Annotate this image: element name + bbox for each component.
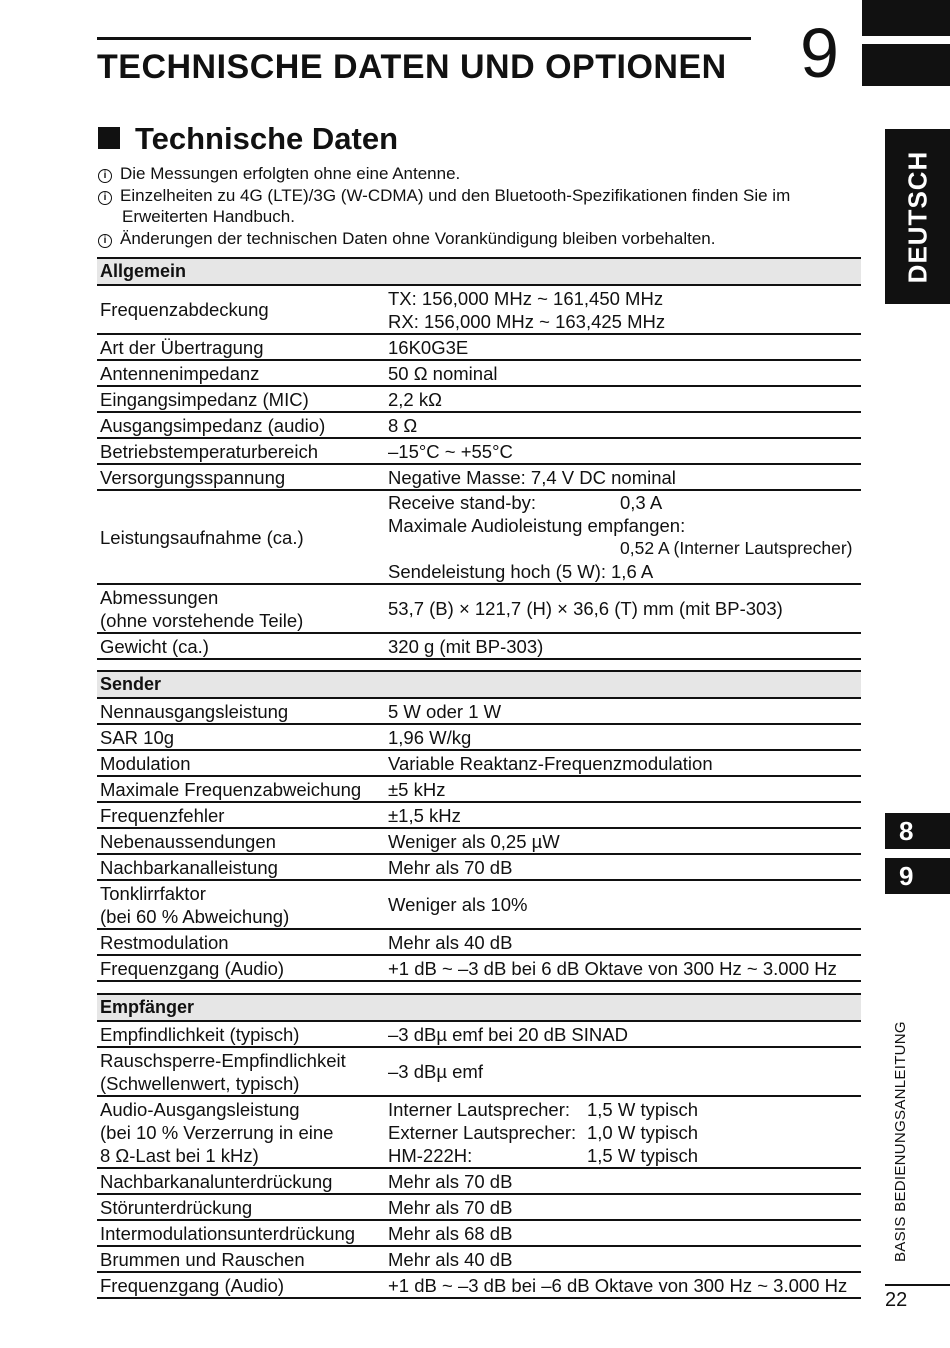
note-1 (98, 163, 460, 184)
info-icon: i (98, 169, 112, 183)
row-value: Mehr als 68 dB (388, 1222, 513, 1244)
row-label: (bei 60 % Abweichung) (100, 905, 290, 927)
row-label: Nachbarkanalunterdrückung (100, 1170, 333, 1192)
row-value: 0,52 A (Interner Lautsprecher) (620, 538, 853, 558)
manual-label: BASIS BEDIENUNGSANLEITUNG (892, 1021, 909, 1262)
row-value: 16K0G3E (388, 336, 469, 358)
table-row (97, 634, 861, 660)
table-row (97, 1247, 861, 1273)
row-label: Abmessungen (100, 586, 219, 608)
row-value: Maximale Audioleistung empfangen: (388, 515, 686, 536)
chapter-tab-8 (885, 813, 950, 849)
row-label: Betriebstemperaturbereich (100, 440, 318, 462)
section-bullet-icon (98, 127, 120, 149)
row-label: Frequenzgang (Audio) (100, 957, 285, 979)
row-value: –3 dBµ emf (388, 1061, 483, 1082)
row-value: 2,2 kΩ (388, 388, 442, 410)
table-row (97, 1221, 861, 1247)
row-label: Brummen und Rauschen (100, 1248, 305, 1270)
row-value: Receive stand-by: (388, 492, 537, 513)
table-row (97, 361, 861, 387)
chapter-tab-label: 9 (899, 861, 914, 891)
row-label: Versorgungsspannung (100, 466, 286, 488)
table-row (97, 335, 861, 361)
page-number-rule (885, 1284, 950, 1286)
table-row (97, 1169, 861, 1195)
row-label: Eingangsimpedanz (MIC) (100, 388, 309, 410)
row-label: Empfindlichkeit (typisch) (100, 1023, 300, 1045)
row-label: SAR 10g (100, 726, 175, 748)
note-text: Die Messungen erfolgten ohne eine Antenne. (120, 164, 461, 183)
language-tab-label: DEUTSCH (902, 150, 932, 283)
language-tab (885, 129, 950, 304)
row-value: RX: 156,000 MHz ~ 163,425 MHz (388, 310, 666, 332)
table-row (97, 1195, 861, 1221)
table-row (97, 1273, 861, 1299)
table-row (97, 286, 861, 335)
row-label: Leistungsaufnahme (ca.) (100, 526, 304, 548)
row-label: 8 Ω-Last bei 1 kHz) (100, 1144, 259, 1166)
row-label: Störunterdrückung (100, 1196, 253, 1218)
row-value: Mehr als 70 dB (388, 1170, 513, 1192)
chapter-tab-9 (885, 858, 950, 894)
row-label: Modulation (100, 752, 191, 774)
page-number: 22 (885, 1289, 908, 1311)
row-label: Rauschsperre-Empfindlichkeit (100, 1049, 346, 1071)
row-value: 320 g (mit BP-303) (388, 635, 544, 657)
row-value: Weniger als 0,25 µW (388, 830, 560, 852)
row-value: Weniger als 10% (388, 894, 528, 915)
info-icon: i (98, 234, 112, 248)
chapter-title: TECHNISCHE DATEN UND OPTIONEN (97, 48, 727, 86)
row-label: Frequenzabdeckung (100, 299, 269, 320)
table-row (97, 725, 861, 751)
chapter-tab-label: 8 (899, 816, 914, 846)
table-row (97, 1022, 861, 1048)
row-label: Gewicht (ca.) (100, 635, 209, 657)
chapter-marker-bar (862, 0, 950, 36)
row-value: HM-222H: (388, 1144, 473, 1166)
table-row (97, 699, 861, 725)
row-label: Antennenimpedanz (100, 362, 260, 384)
row-value: Sendeleistung hoch (5 W): (388, 561, 607, 582)
table-row (97, 465, 861, 491)
row-label: Art der Übertragung (100, 336, 264, 358)
table-row (97, 439, 861, 465)
row-label: Restmodulation (100, 931, 229, 953)
note-text-continued: Erweiterten Handbuch. (122, 207, 295, 226)
row-label: Audio-Ausgangsleistung (100, 1098, 300, 1120)
row-value: 1,5 W typisch (587, 1098, 699, 1120)
row-label: Ausgangsimpedanz (audio) (100, 414, 326, 436)
table-row (97, 1048, 861, 1097)
table-row (97, 1097, 861, 1169)
row-value: 0,3 A (620, 492, 663, 513)
table-heading: Empfänger (97, 993, 861, 1022)
row-value: +1 dB ~ –3 dB bei 6 dB Oktave von 300 Hz ~ 3.000 Hz (388, 957, 837, 979)
row-value: 8 Ω (388, 414, 418, 436)
row-label: (ohne vorstehende Teile) (100, 609, 304, 631)
row-value: Negative Masse: 7,4 V DC nominal (388, 466, 676, 488)
row-label: Intermodulationsunterdrückung (100, 1222, 356, 1244)
row-value: +1 dB ~ –3 dB bei –6 dB Oktave von 300 Hz ~ 3.000 Hz (388, 1274, 848, 1296)
table-heading: Sender (97, 670, 861, 699)
table-row (97, 829, 861, 855)
note-3 (98, 228, 715, 249)
table-row (97, 803, 861, 829)
table-row (97, 751, 861, 777)
row-value: 1,96 W/kg (388, 726, 472, 748)
table-sender (97, 670, 861, 982)
row-value: –3 dBµ emf bei 20 dB SINAD (388, 1023, 628, 1045)
row-label: Nachbarkanalleistung (100, 856, 278, 878)
row-value: 1,5 W typisch (587, 1144, 699, 1166)
info-icon: i (98, 191, 112, 205)
row-value: Mehr als 40 dB (388, 931, 513, 953)
table-empfaenger (97, 993, 861, 1299)
table-row (97, 491, 861, 585)
row-label: Frequenzfehler (100, 804, 225, 826)
row-value: Interner Lautsprecher: (388, 1098, 571, 1120)
row-value: TX: 156,000 MHz ~ 161,450 MHz (388, 287, 664, 309)
row-value: 50 Ω nominal (388, 362, 498, 384)
row-label: Nennausgangsleistung (100, 700, 289, 722)
row-value: 53,7 (B) × 121,7 (H) × 36,6 (T) mm (mit BP-303) (388, 598, 783, 619)
row-label: (Schwellenwert, typisch) (100, 1072, 300, 1094)
row-value: Variable Reaktanz-Frequenzmodulation (388, 752, 713, 774)
table-row (97, 387, 861, 413)
header-rule (97, 37, 751, 40)
table-row (97, 855, 861, 881)
row-value: –15°C ~ +55°C (388, 440, 513, 462)
section-title: Technische Daten (135, 121, 399, 156)
row-label: Maximale Frequenzabweichung (100, 778, 362, 800)
row-value: 5 W oder 1 W (388, 700, 502, 722)
note-text: Einzelheiten zu 4G (LTE)/3G (W-CDMA) und den Bluetooth-Spezifikationen finden Sie im (120, 186, 791, 205)
row-value: ±5 kHz (388, 778, 446, 800)
note-2 (98, 185, 790, 227)
row-value: Mehr als 70 dB (388, 856, 513, 878)
row-value: Externer Lautsprecher: (388, 1121, 577, 1143)
row-value: 1,0 W typisch (587, 1121, 699, 1143)
row-label: Frequenzgang (Audio) (100, 1274, 285, 1296)
row-label: (bei 10 % Verzerrung in eine (100, 1121, 334, 1143)
row-value: Mehr als 70 dB (388, 1196, 513, 1218)
chapter-marker-bar (862, 44, 950, 86)
row-value: 1,6 A (611, 561, 654, 582)
table-row (97, 930, 861, 956)
table-row (97, 585, 861, 634)
table-row (97, 777, 861, 803)
row-value: ±1,5 kHz (388, 804, 461, 826)
table-allgemein (97, 257, 861, 660)
table-row (97, 413, 861, 439)
row-value: Mehr als 40 dB (388, 1248, 513, 1270)
note-text: Änderungen der technischen Daten ohne Vorankündigung bleiben vorbehalten. (120, 229, 716, 248)
table-row (97, 956, 861, 982)
row-label: Tonklirrfaktor (100, 882, 206, 904)
table-heading: Allgemein (97, 257, 861, 286)
chapter-number: 9 (800, 14, 839, 92)
table-row (97, 881, 861, 930)
row-label: Nebenaussendungen (100, 830, 276, 852)
